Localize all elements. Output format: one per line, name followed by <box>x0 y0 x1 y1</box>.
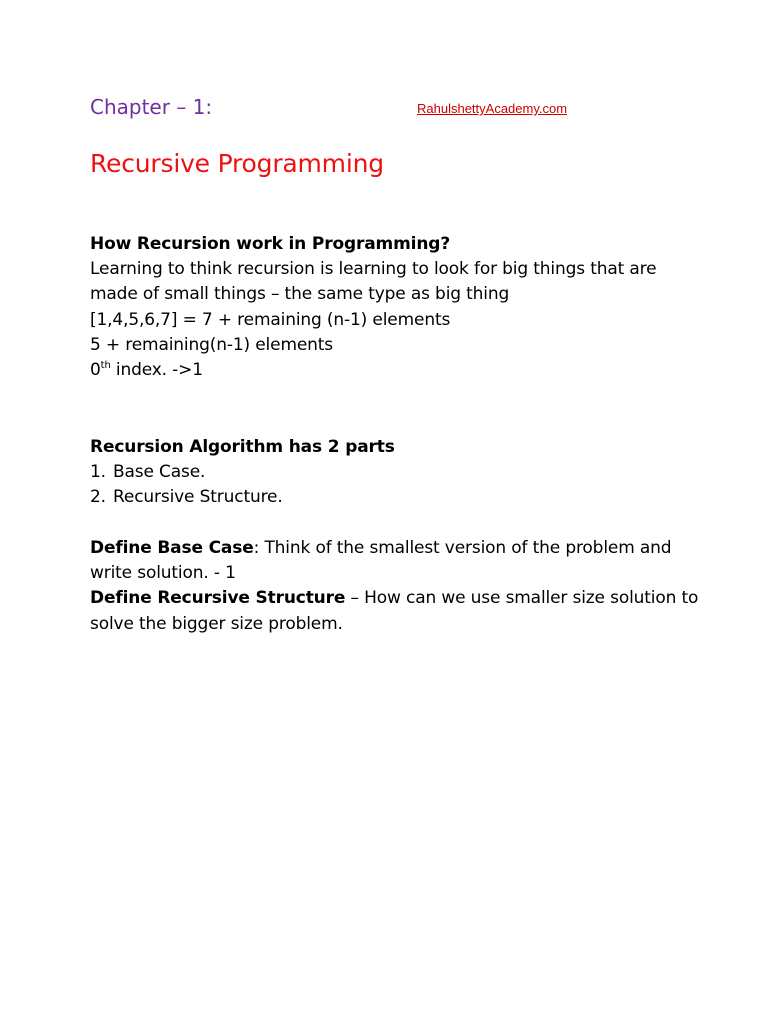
ordinal-suffix: th <box>100 359 111 371</box>
index-number: 0 <box>90 359 101 380</box>
chapter-heading: Chapter – 1: <box>90 95 213 119</box>
website-link[interactable]: RahulshettyAcademy.com <box>417 101 568 116</box>
definition-text: – How can we use smaller size solution to <box>345 588 699 609</box>
page-title: Recursive Programming <box>90 149 384 178</box>
algorithm-section <box>90 435 395 511</box>
paragraph-line: 5 + remaining(n-1) elements <box>90 334 334 355</box>
definitions-section <box>90 536 698 637</box>
list-number: 2. <box>90 487 106 508</box>
definition-continuation: write solution. - 1 <box>90 563 236 584</box>
index-line <box>90 358 656 383</box>
definition-base-case <box>90 536 698 561</box>
list-item-text: Recursive Structure. <box>113 487 283 508</box>
definition-label: Define Recursive Structure <box>90 588 346 609</box>
section-heading: How Recursion work in Programming? <box>90 234 451 254</box>
paragraph-line: [1,4,5,6,7] = 7 + remaining (n-1) elements <box>90 309 451 330</box>
paragraph-line: made of small things – the same type as big thing <box>90 284 510 305</box>
definition-label: Define Base Case <box>90 538 254 558</box>
list-item-text: Base Case. <box>113 462 206 483</box>
list-item <box>90 485 395 510</box>
section-heading: Recursion Algorithm has 2 parts <box>90 437 395 457</box>
recursion-section <box>90 232 656 383</box>
definition-text: : Think of the smallest version of the problem and <box>253 538 672 558</box>
paragraph-line: Learning to think recursion is learning to look for big things that are <box>90 259 657 280</box>
definition-continuation: solve the bigger size problem. <box>90 613 343 634</box>
list-item <box>90 460 395 485</box>
index-text: index. ->1 <box>110 359 203 380</box>
definition-recursive-structure <box>90 586 698 611</box>
list-number: 1. <box>90 462 106 483</box>
